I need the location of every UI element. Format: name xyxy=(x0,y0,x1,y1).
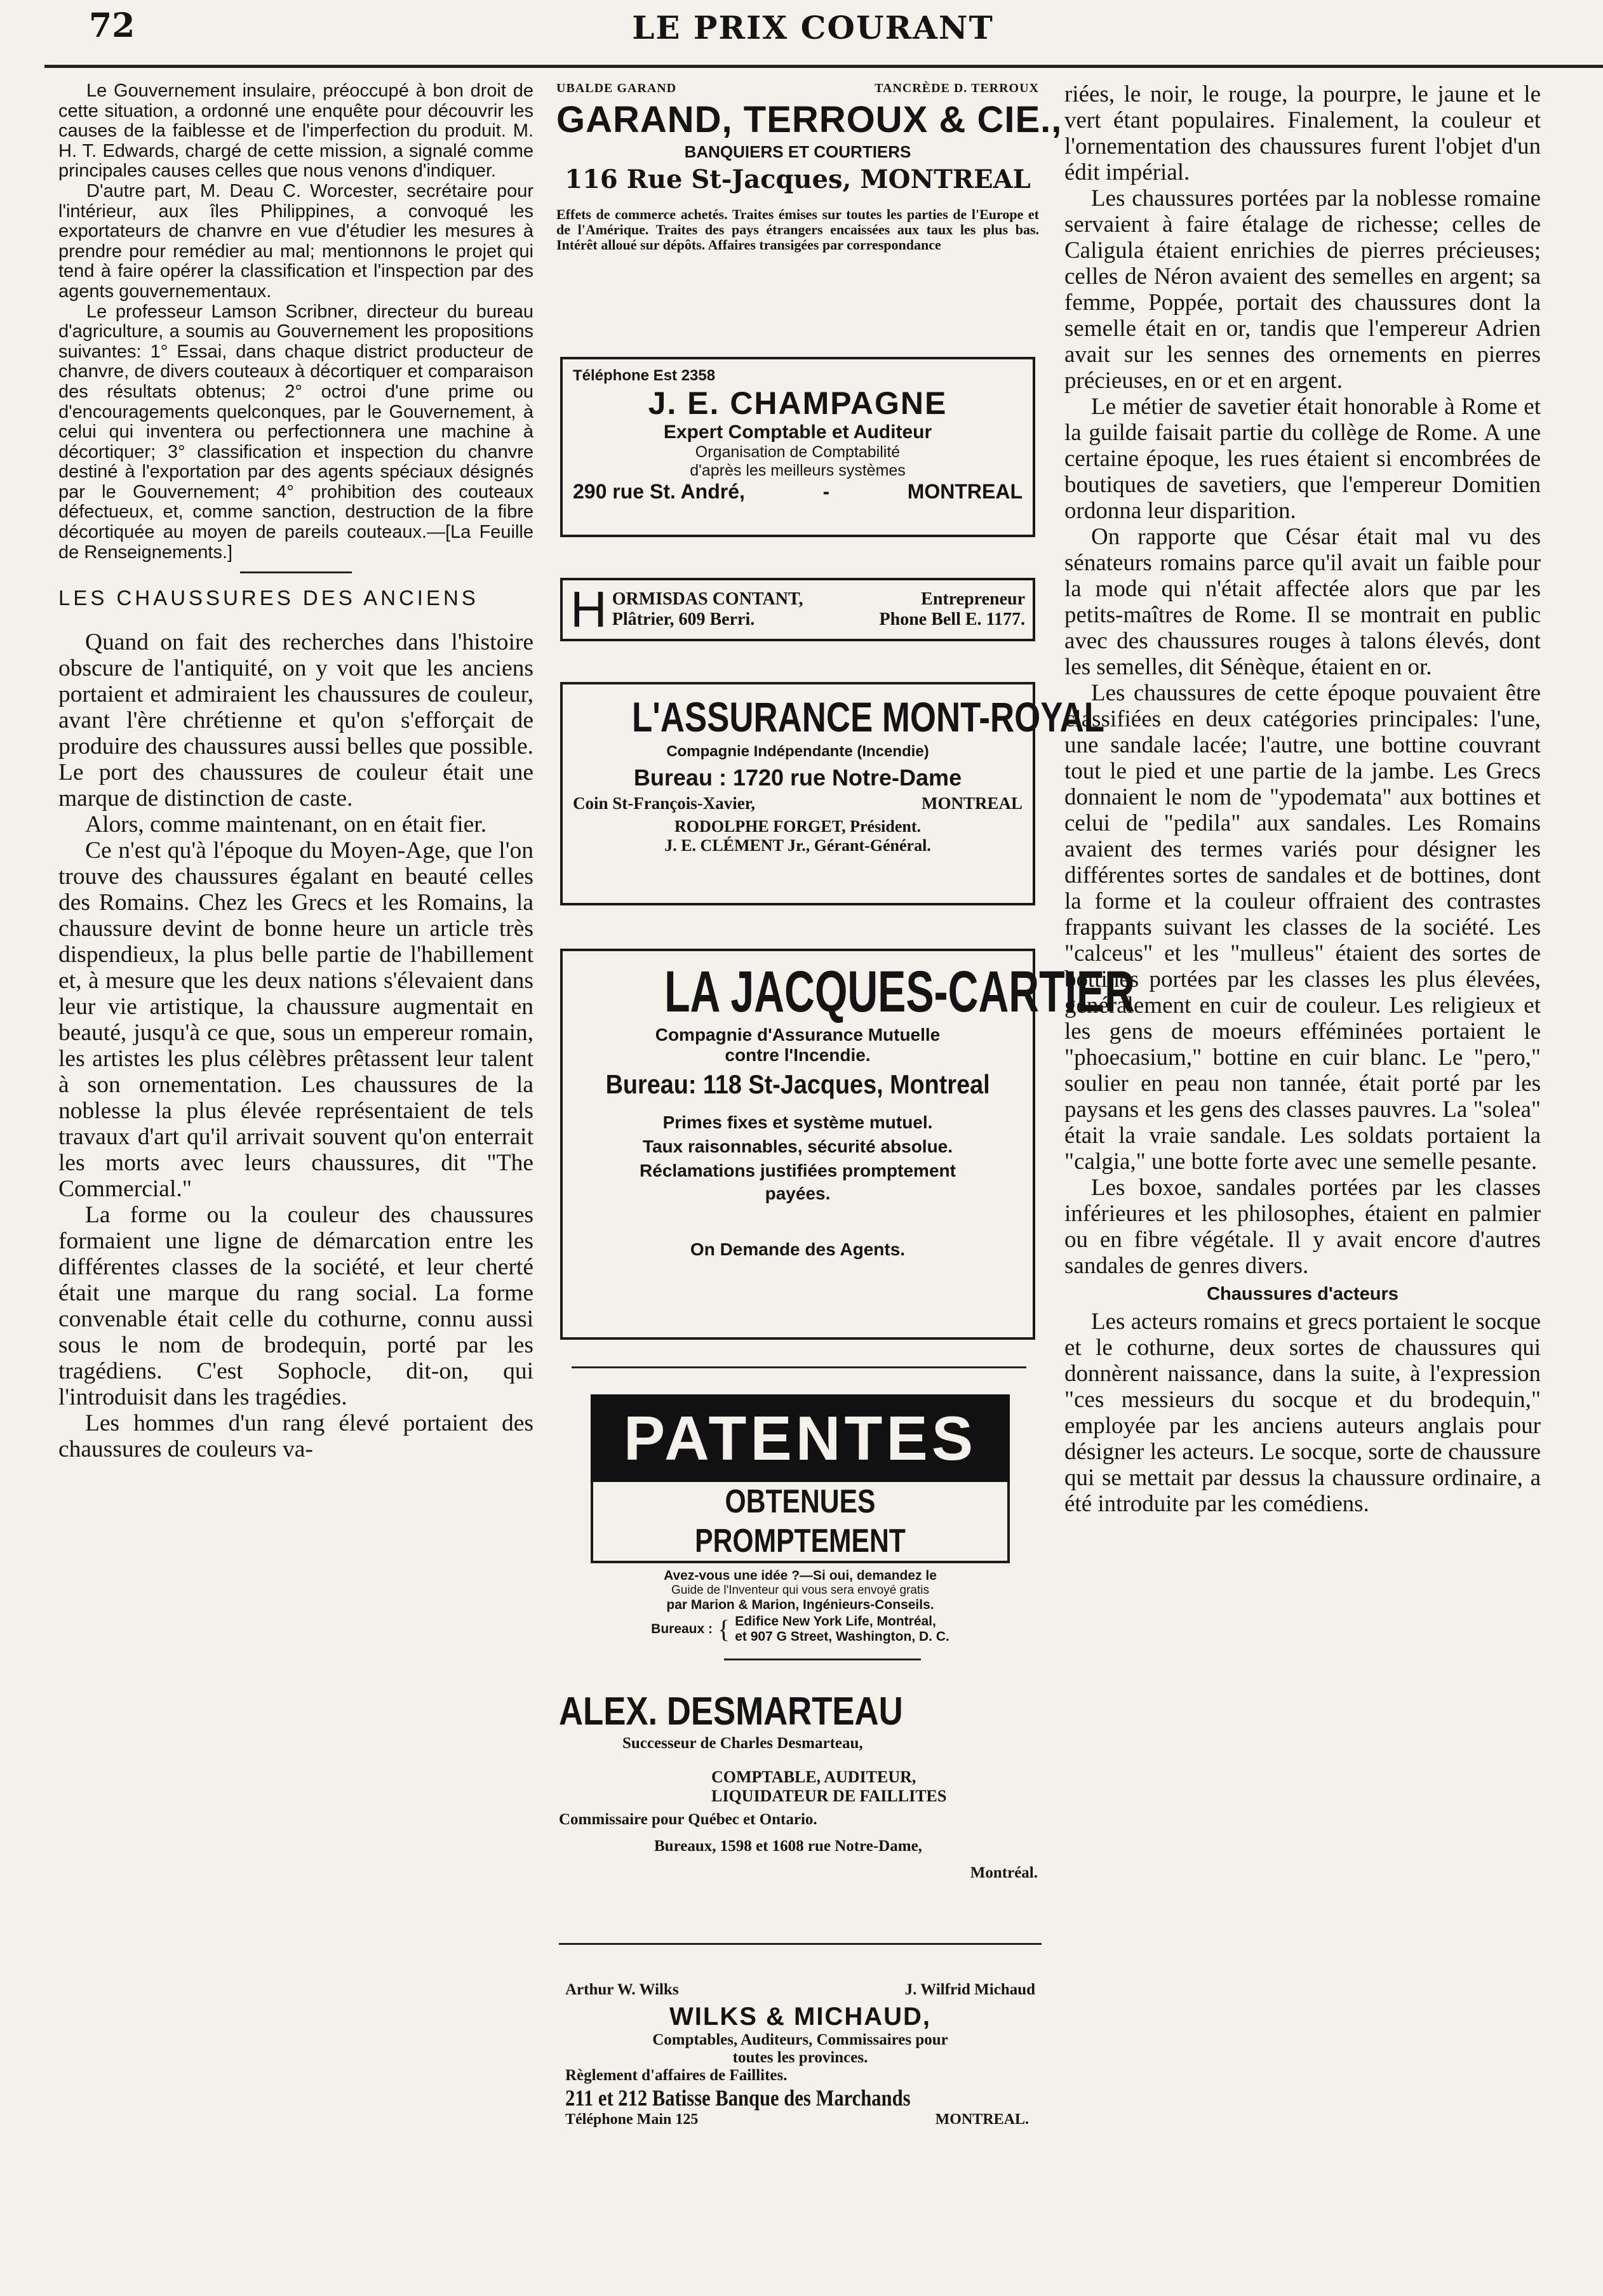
company-name: LA JACQUES-CARTIER xyxy=(664,959,1136,1024)
paragraph: Les chaussures de cette époque pouvaient être classifiées en deux catégories principales: l'une, une sandale lacée; l'autre, une bottine couvrant tout le pied et une partie de la jambe. Les Grecs donnaient le nom de "ypodemata" aux bottines et celui de "pedila" aux sandales. Les Romains avaient des termes variés pour désigner les différentes sortes de sandales et de bottines, dont la forme et la couleur offraient des contrastes frappants suivant les classes de la société. Les "calceus" et les "mulleus" étaient des sortes de bottines portées par les classes les plus élevées, généralement en cuir de couleur. Les religieux et les gens de moeurs efféminées portaient le "phoecasium," bottine en cuir blanc. Le "pero," soulier en peau non tannée, était porté par les paysans et les gens des classes pauvres. La "solea" était la vraie sandale. Les soldats portaient la "calgia," une botte forte avec une semelle pesante. xyxy=(1064,680,1541,1175)
service-line: Organisation de Comptabilité xyxy=(695,443,901,461)
bureaux-label: Bureaux : xyxy=(651,1622,713,1636)
header-rule xyxy=(44,65,1603,68)
paragraph: Le Gouvernement insulaire, préoccupé à bon droit de cette situation, a ordonné une enquête pour découvrir les causes de la faiblesse et de l'imperfection du produit. M. H. T. Edwards, chargé de cette mission, a signalé comme principales causes celles que nous venons d'indiquer. xyxy=(58,81,533,182)
section-divider xyxy=(240,571,352,573)
ad-wilks-michaud xyxy=(565,1981,1035,2172)
initial-letter: H xyxy=(570,581,607,637)
firm-address: 116 Rue St-Jacques, MONTREAL xyxy=(565,164,1031,194)
ad-assurance-mont-royal xyxy=(560,682,1104,905)
office-address: 211 et 212 Batisse Banque des Marchands xyxy=(565,2085,911,2111)
ad-divider xyxy=(559,1943,1042,1945)
city: MONTREAL. xyxy=(935,2111,1029,2128)
phone: Téléphone Main 125 xyxy=(565,2111,699,2128)
firm-service: Règlement d'affaires de Faillites. xyxy=(565,2067,788,2084)
left-column xyxy=(58,81,533,1462)
company-line: contre l'Incendie. xyxy=(725,1045,871,1065)
contractor-role: Entrepreneur xyxy=(921,589,1025,609)
paragraph: Les hommes d'un rang élevé portaient des chaussures de couleurs va- xyxy=(58,1410,533,1463)
contractor-name: ORMISDAS CONTANT, xyxy=(612,589,803,609)
patentes-line: Avez-vous une idée ?—Si oui, demandez le xyxy=(664,1568,937,1583)
successor-line: Successeur de Charles Desmarteau, xyxy=(622,1735,863,1752)
patentes-address: et 907 G Street, Washington, D. C. xyxy=(735,1629,949,1644)
patentes-line: Guide de l'Inventeur qui vous sera envoyé gratis xyxy=(671,1584,930,1597)
person-name: ALEX. DESMARTEAU xyxy=(559,1690,903,1733)
ad-champagne xyxy=(560,357,1035,537)
patentes-address: Edifice New York Life, Montréal, xyxy=(735,1614,936,1629)
paragraph: Le professeur Lamson Scribner, directeur du bureau d'agriculture, a soumis au Gouvernement les propositions suivantes: 1° Essai, dans chaque district producteur de chanvre, de divers couteaux à décortiquer et comparaison des résultats obtenus; 2° octroi d'une prime ou d'encouragements quelconques, par le Gouvernement, à celui qui inventera ou perfectionnera une machine à décortiquer; 3° classification et inspection du chanvre destiné à l'exportation par des agents spéciaux désignés par le Gouvernement; 4° prohibition des couteaux défectueux, et, comme sanction, destruction de la fibre décortiquée au moyen de pareils couteaux.—[La Feuille de Renseignements.] xyxy=(58,301,533,563)
ad-garand-terroux xyxy=(556,81,1063,323)
office-address: Bureau : 1720 rue Notre-Dame xyxy=(633,764,962,791)
commissioner-line: Commissaire pour Québec et Ontario. xyxy=(559,1811,817,1828)
paragraph: Le métier de savetier était honorable à Rome et la guilde faisait partie du collège de Rome. A une certaine époque, les rues étaient si encombrées de boutiques de savetiers, que l'empereur Domitien ordonna leur disparition. xyxy=(1064,394,1541,524)
agents-wanted: On Demande des Agents. xyxy=(690,1239,906,1259)
role-line: LIQUIDATEUR DE FAILLITES xyxy=(711,1787,947,1805)
ad-divider xyxy=(572,1366,1026,1368)
firm-role: toutes les provinces. xyxy=(732,2049,868,2066)
paragraph: Alors, comme maintenant, on en était fier. xyxy=(85,811,487,838)
company-line: Compagnie d'Assurance Mutuelle xyxy=(655,1025,941,1045)
address: 290 rue St. André, xyxy=(573,480,745,503)
paragraph: La forme ou la couleur des chaussures formaient une ligne de démarcation entre les différentes classes de la société, et leur cherté était une marque du rang social. La forme convenable était celle du cothurne, connu aussi sous le nom de brodequin, porté par les tragédiens. C'est Sophocle, dit-on, qui l'introduisit dans les tragédies. xyxy=(58,1202,533,1411)
firm-name: GARAND, TERROUX & CIE., xyxy=(556,99,1063,140)
right-column xyxy=(1064,81,1541,1517)
company-name: L'ASSURANCE MONT-ROYAL xyxy=(631,693,1104,740)
feature-line: payées. xyxy=(765,1184,831,1203)
office-address: Bureaux, 1598 et 1608 rue Notre-Dame, xyxy=(654,1838,922,1855)
patentes-subtitle: OBTENUES PROMPTEMENT xyxy=(695,1483,906,1559)
city: MONTREAL xyxy=(921,794,1023,813)
feature-line: Taux raisonnables, sécurité absolue. xyxy=(642,1137,953,1156)
paragraph: riées, le noir, le rouge, la pourpre, le jaune et le vert étant populaires. Finalement, la couleur et l'ornementation des chaussures furent l'objet d'un édit impérial. xyxy=(1064,81,1541,185)
partner-name-left: UBALDE GARAND xyxy=(556,81,677,95)
patentes-line: par Marion & Marion, Ingénieurs-Conseils. xyxy=(666,1598,934,1612)
firm-name: WILKS & MICHAUD, xyxy=(669,2003,931,2031)
running-title: LE PRIX COURANT xyxy=(632,9,994,46)
section-title: LES CHAUSSURES DES ANCIENS xyxy=(58,586,479,610)
president: RODOLPHE FORGET, Président. xyxy=(674,817,922,836)
paragraph: Les acteurs romains et grecs portaient le socque et le cothurne, deux sortes de chaussures qui donnèrent naissance, dans la suite, à l'expression "ces messieurs du socque et du brodequin," employée par les anciens auteurs anglais pour désigner les acteurs. Le socque, sorte de chaussure qui se mettait par dessus la chaussure ordinaire, a été introduite par les comédiens. xyxy=(1064,1309,1541,1517)
address-separator: - xyxy=(822,480,830,503)
partner-name-right: J. Wilfrid Michaud xyxy=(904,1981,1035,1998)
ad-contant xyxy=(560,578,1035,641)
company-subtitle: Compagnie Indépendante (Incendie) xyxy=(666,743,929,760)
paragraph: Ce n'est qu'à l'époque du Moyen-Age, que l'on trouve des chaussures égalant en beauté celles des Romains. Chez les Grecs et les Romains, la chaussure devint de bonne heure un article très dispendieux, la plus belle partie de l'habillement et, à mesure que les deux nations s'élevaient dans leur vie artistique, la chaussure augmentait en beauté, jusqu'à ce que, sous un empereur romain, les artistes les plus célèbres prêtassent leur talent à son ornementation. Les chaussures de la noblesse la plus élevée représentaient de tels travaux d'art qu'il arrivait souvent qu'on enterrait les morts avec leurs chaussures, dit "The Commercial." xyxy=(58,838,533,1203)
subsection-title: Chaussures d'acteurs xyxy=(1207,1284,1398,1304)
corner: Coin St-François-Xavier, xyxy=(573,794,755,813)
role-line: COMPTABLE, AUDITEUR, xyxy=(711,1768,916,1786)
patentes-title: PATENTES xyxy=(591,1394,1010,1482)
feature-line: Primes fixes et système mutuel. xyxy=(662,1112,933,1132)
ad-patentes xyxy=(591,1394,1010,1642)
page-number: 72 xyxy=(89,6,135,45)
paragraph: Les boxoe, sandales portées par les classes inférieures et les philosophes, étaient en palmier ou en fibre végétale. Il y avait encore d'autres sandales de genres divers. xyxy=(1064,1175,1541,1279)
office-address: Bureau: 118 St-Jacques, Montreal xyxy=(605,1069,990,1099)
partner-name-right: TANCRÈDE D. TERROUX xyxy=(875,81,1039,95)
ad-desmarteau xyxy=(559,1689,1042,1918)
firm-role: BANQUIERS ET COURTIERS xyxy=(684,142,911,161)
firm-role: Comptables, Auditeurs, Commissaires pour xyxy=(652,2031,948,2048)
service-line: d'après les meilleurs systèmes xyxy=(690,462,906,479)
ad-jacques-cartier xyxy=(560,949,1136,1340)
person-name: J. E. CHAMPAGNE xyxy=(648,385,948,421)
contractor-trade: Plâtrier, 609 Berri. xyxy=(612,610,755,629)
manager: J. E. CLÉMENT Jr., Gérant-Général. xyxy=(664,836,931,855)
paragraph: On rapporte que César était mal vu des sénateurs romains parce qu'il avait un faible pour la mode qui n'était affectée alors que par les petits-maîtres de Rome. Il se montrait en public avec des chaussures rouges à talons élevés, dont les semelles, dit Sénèque, étaient en or. xyxy=(1064,524,1541,680)
person-title: Expert Comptable et Auditeur xyxy=(663,422,932,443)
partner-name-left: Arthur W. Wilks xyxy=(565,1981,679,1998)
brace: { xyxy=(718,1615,730,1643)
firm-services: Effets de commerce achetés. Traites émises sur toutes les parties de l'Europe et de l'Amérique. Traites des pays étrangers encaissées aux taux les plus bas. Intérêt alloué sur dépôts. Affaires transigées par correspondance xyxy=(556,206,1039,253)
ad-divider xyxy=(724,1659,921,1660)
paragraph: Les chaussures portées par la noblesse romaine servaient à faire étalage de richesse; celles de Caligula étaient enrichies de pierres précieuses; celles de Néron avaient des semelles en argent; sa femme, Poppée, portait des chaussures dont la semelle était en or, tandis que l'empereur Adrien avait sur les sennes des ornements en pierres précieuses, en or et en argent. xyxy=(1064,185,1541,394)
paragraph: Quand on fait des recherches dans l'histoire obscure de l'antiquité, on y voit que les anciens portaient et admiraient les chaussures de couleur, avant l'ère chrétienne et qu'on s'efforçait de produire des chaussures aussi belles que possible. Le port des chaussures de couleur était une marque de distinction de caste. xyxy=(58,629,533,812)
phone: Téléphone Est 2358 xyxy=(573,367,716,384)
paragraph: D'autre part, M. Deau C. Worcester, secrétaire pour l'intérieur, aux îles Philippines, a convoqué les exportateurs de chanvre en vue d'étudier les mesures à prendre pour remédier au mal; mentionnons le projet qui tend à faire opérer la classification et l'inspection par des agents gouvernementaux. xyxy=(58,180,533,302)
contractor-phone: Phone Bell E. 1177. xyxy=(879,610,1025,629)
city: Montréal. xyxy=(970,1864,1038,1881)
feature-line: Réclamations justifiées promptement xyxy=(640,1161,956,1180)
city: MONTREAL xyxy=(907,480,1023,503)
